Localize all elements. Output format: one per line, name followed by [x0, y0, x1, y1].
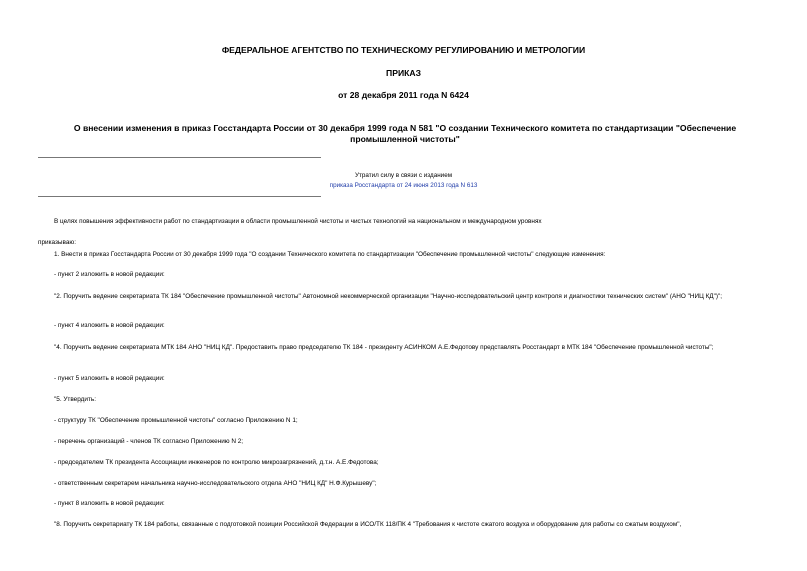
preamble-paragraph: В целях повышения эффективности работ по стандартизации в области промышленной чистоты и чистых технологий на национальном и международном уровнях — [54, 218, 542, 225]
p8-text: "8. Поручить секретариату ТК 184 работы, связанные с подготовкой позиции Российской Федерации в ИСО/ТК 118/ПК 4 "Требования к чистоте сжатого воздуха и оборудование для работы со сжатым воздухом", — [54, 521, 682, 528]
p4-text: "4. Поручить ведение секретариата МТК 184 АНО "НИЦ КД". Предоставить право председателю ТК 184 - президенту АСИНКОМ А.Е.Федотову представлять Росстандарт в МТК 184 "Обеспечение промышленной чистоты"; — [54, 344, 714, 351]
p8-intro: - пункт 8 изложить в новой редакции: — [54, 500, 165, 507]
order-word: приказываю: — [38, 239, 76, 246]
p5-head: "5. Утвердить: — [54, 396, 96, 403]
status-note-link-wrap — [0, 181, 807, 190]
doc-type-heading: ПРИКАЗ — [386, 68, 421, 78]
p5-item-structure: - структуру ТК "Обеспечение промышленной чистоты" согласно Приложению N 1; — [54, 417, 298, 424]
agency-heading: ФЕДЕРАЛЬНОЕ АГЕНТСТВО ПО ТЕХНИЧЕСКОМУ РЕГУЛИРОВАНИЮ И МЕТРОЛОГИИ — [221, 45, 586, 55]
p2-text: "2. Поручить ведение секретариата ТК 184 "Обеспечение промышленной чистоты" Автономной некоммерческой организации "Научно-исследовательский центр контроля и диагностики технических систем" (АНО "НИЦ КД")"; — [54, 293, 723, 300]
status-note: Утратил силу в связи с изданием — [354, 172, 453, 179]
p5-item-secretary: - ответственным секретарем начальника научно-исследовательского отдела АНО "НИЦ КД" Н.Ф.Курышеву"; — [54, 480, 377, 487]
doc-date-number: от 28 декабря 2011 года N 6424 — [338, 90, 469, 100]
p5-intro: - пункт 5 изложить в новой редакции: — [54, 375, 165, 382]
item-1: 1. Внести в приказ Госстандарта России от 30 декабря 1999 года "О создании Технического комитета по стандартизации "Обеспечение промышленной чистоты" следующие изменения: — [54, 251, 606, 258]
p5-item-members: - перечень организаций - членов ТК согласно Приложению N 2; — [54, 438, 244, 445]
p5-item-chairman: - председателем ТК президента Ассоциации инженеров по контролю микрозагрязнений, д.т.н. А.Е.Федотова; — [54, 459, 379, 466]
doc-title: О внесении изменения в приказ Госстандарта России от 30 декабря 1999 года N 581 "О создании Технического комитета по стандартизации "Обеспечение промышленной чистоты" — [73, 123, 737, 144]
separator-top — [38, 157, 321, 158]
p4-intro: - пункт 4 изложить в новой редакции: — [54, 322, 165, 329]
separator-bottom — [38, 196, 321, 197]
repeal-order-link[interactable]: приказа Росстандарта от 24 июня 2013 года N 613 — [329, 182, 478, 189]
p2-intro: - пункт 2 изложить в новой редакции: — [54, 271, 165, 278]
